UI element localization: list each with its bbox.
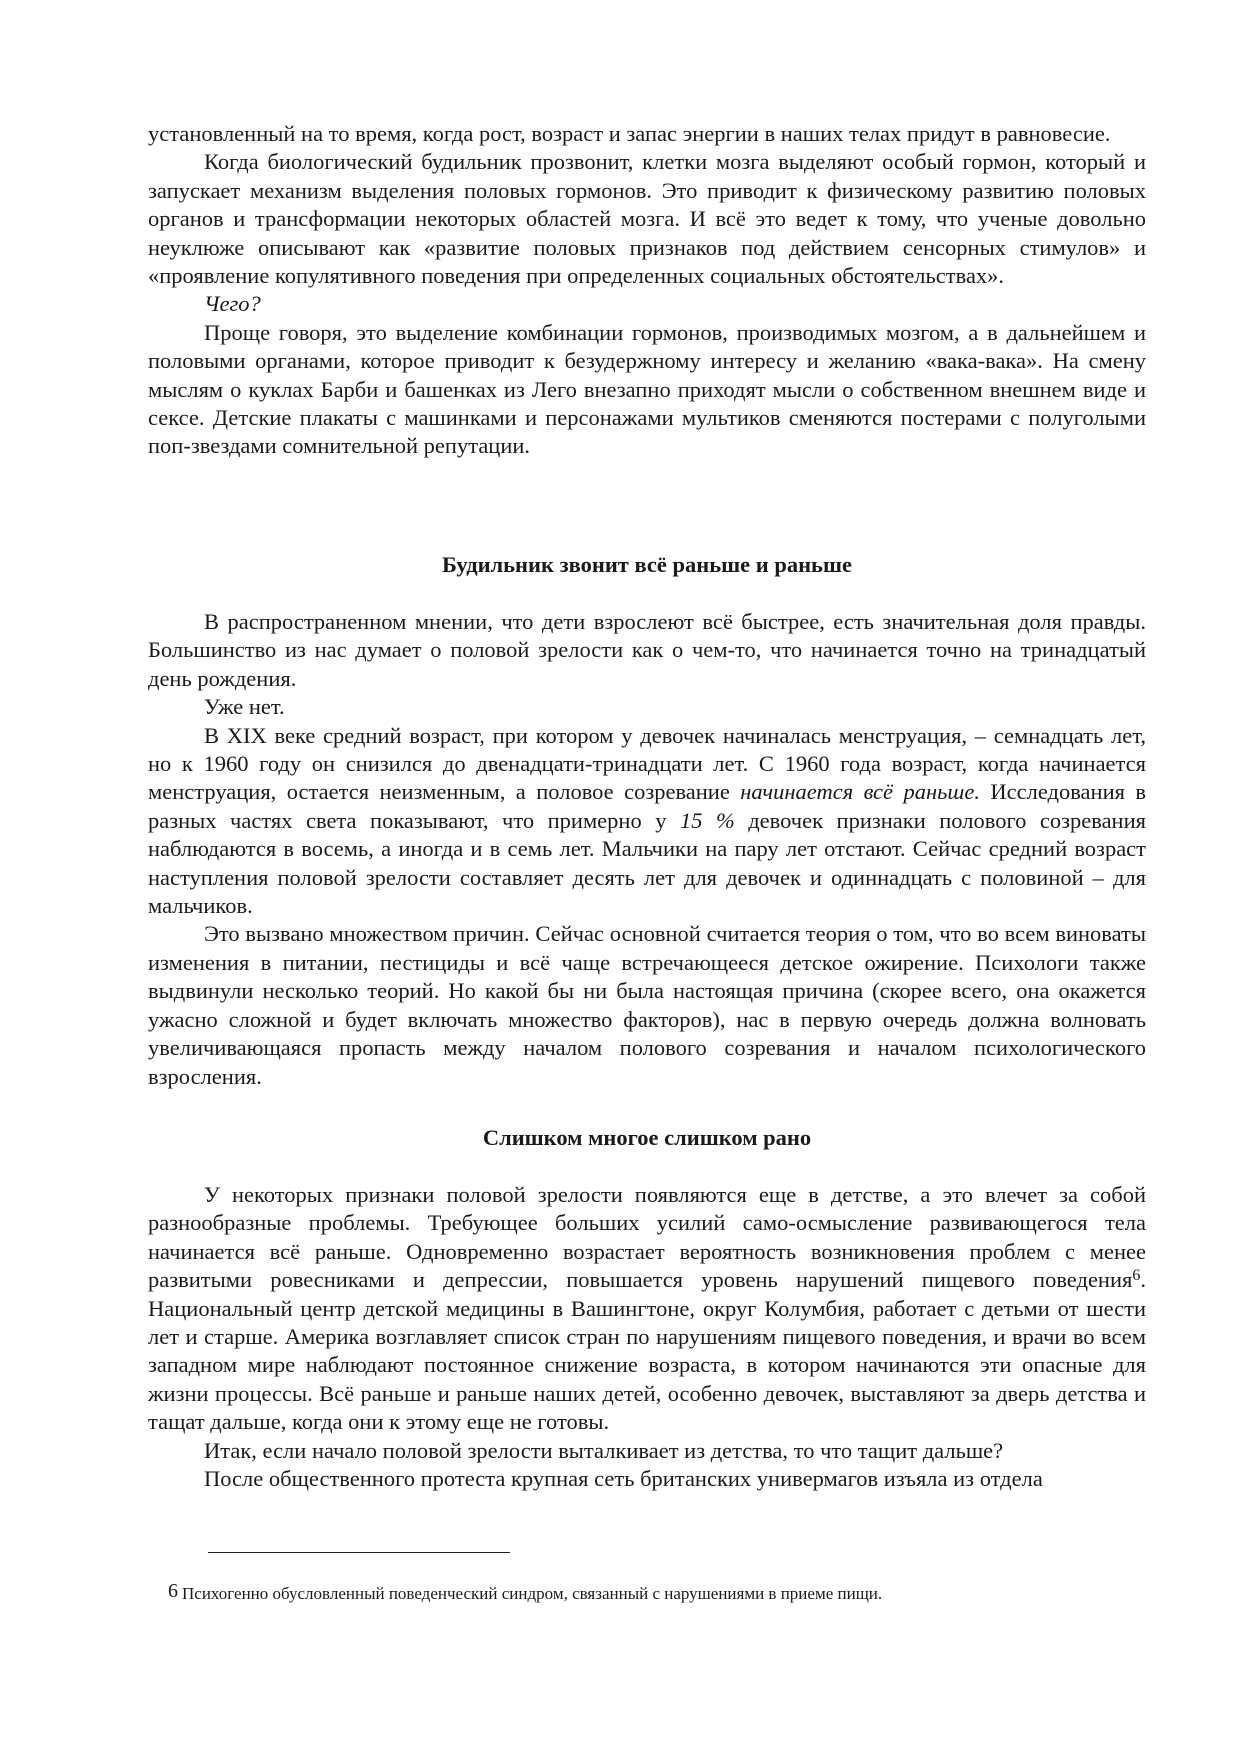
paragraph: Проще говоря, это выделение комбинации гормонов, производимых мозгом, а в дальнейшем и половыми органами, которое приводит к безудержному интересу и желанию «вака-вака». На смену мыслям о куклах Барби и башенках из Лего внезапно приходят мысли о собственном внешнем виде и сексе. Детские плакаты с машинками и персонажами мультиков сменяются постерами с полуголыми поп-звездами сомнительной репутации. bbox=[148, 319, 1146, 459]
text-block-section-2 bbox=[148, 1181, 1146, 1493]
paragraph: Итак, если начало половой зрелости выталкивает из детства, то что тащит дальше? bbox=[204, 1437, 1004, 1463]
paragraph: После общественного протеста крупная сеть британских универмагов изъяла из отдела bbox=[204, 1466, 1043, 1492]
footnote-text: Психогенно обусловленный поведенческий синдром, связанный с нарушениями в приеме пищи. bbox=[182, 1584, 883, 1603]
paragraph: Уже нет. bbox=[204, 694, 285, 720]
section-heading-1-block bbox=[148, 551, 1146, 579]
text-block-section-1 bbox=[148, 608, 1146, 1091]
footnote bbox=[168, 1580, 1128, 1605]
section-heading: Будильник звонит всё раньше и раньше bbox=[442, 552, 852, 577]
section-heading: Слишком многое слишком рано bbox=[482, 1125, 812, 1150]
footnote-mark: 6 bbox=[168, 1580, 178, 1602]
text-run: В XIX веке средний возраст, при котором у девочек начиналась менструация, – семнадцать лет, но к 1960 году он снизился до двенадцати-тринадцати лет. С 1960 года возраст, когда начинается менструация, остается неизменным, а половое созревание bbox=[148, 722, 1146, 805]
paragraph: Когда биологический будильник прозвонит, клетки мозга выделяют особый гормон, который и запускает механизм выделения половых гормонов. Это приводит к физическому развитию половых органов и трансформации некоторых областей мозга. И всё это ведет к тому, что ученые довольно неуклюже описывают как «развитие половых признаков под действием сенсорных стимулов» и «проявление копулятивного поведения при определенных социальных обстоятельствах». bbox=[148, 149, 1146, 289]
italic-run: 15 % bbox=[679, 807, 735, 833]
paragraph: установленный на то время, когда рост, возраст и запас энергии в наших телах придут в равновесие. bbox=[148, 121, 1111, 146]
paragraph bbox=[148, 722, 1146, 921]
section-heading-2-block bbox=[148, 1124, 1146, 1152]
text-run: девочек признаки полового созревания наблюдаются в восемь, а иногда и в семь лет. Мальчики на пару лет отстают. Сейчас средний возраст наступления половой зрелости составляет десять лет для девочек и одиннадцать с половиной – для мальчиков. bbox=[148, 807, 1146, 919]
text-run: . Национальный центр детской медицины в Вашингтоне, округ Колумбия, работает с детьми от шести лет и старше. Америка возглавляет список стран по нарушениям пищевого поведения, и врачи во всем западном мире наблюдают постоянное снижение возраста, в котором начинаются эти опасные для жизни процессы. Всё раньше и раньше наших детей, особенно девочек, выставляют за дверь детства и тащат дальше, когда они к этому еще не готовы. bbox=[148, 1267, 1146, 1435]
text-run: Исследования в разных частях света показывают, что примерно у bbox=[148, 779, 1146, 833]
text-block-intro bbox=[148, 120, 1146, 461]
footnote-divider bbox=[208, 1552, 510, 1553]
footnote-reference[interactable]: 6 bbox=[1132, 1267, 1141, 1285]
paragraph: Это вызвано множеством причин. Сейчас основной считается теория о том, что во всем виноваты изменения в питании, пестициды и всё чаще встречающееся детское ожирение. Психологи также выдвинули несколько теорий. Но какой бы ни была настоящая причина (скорее всего, она окажется ужасно сложной и будет включать множество факторов), нас в первую очередь должна волновать увеличивающаяся пропасть между началом полового созревания и началом психологического взросления. bbox=[148, 921, 1146, 1089]
paragraph: В распространенном мнении, что дети взрослеют всё быстрее, есть значительная доля правды. Большинство из нас думает о половой зрелости как о чем-то, что начинается точно на тринадцатый день рождения. bbox=[148, 609, 1146, 691]
text-run: У некоторых признаки половой зрелости появляются еще в детстве, а это влечет за собой разнообразные проблемы. Требующее больших усилий само-осмысление развивающегося тела начинается всё раньше. Одновременно возрастает вероятность возникновения проблем с менее развитыми ровесниками и депрессии, повышается уровень нарушений пищевого поведения bbox=[148, 1182, 1146, 1293]
paragraph bbox=[148, 1181, 1146, 1437]
italic-run: начинается всё раньше. bbox=[740, 779, 980, 805]
paragraph-italic: Чего? bbox=[204, 291, 261, 317]
